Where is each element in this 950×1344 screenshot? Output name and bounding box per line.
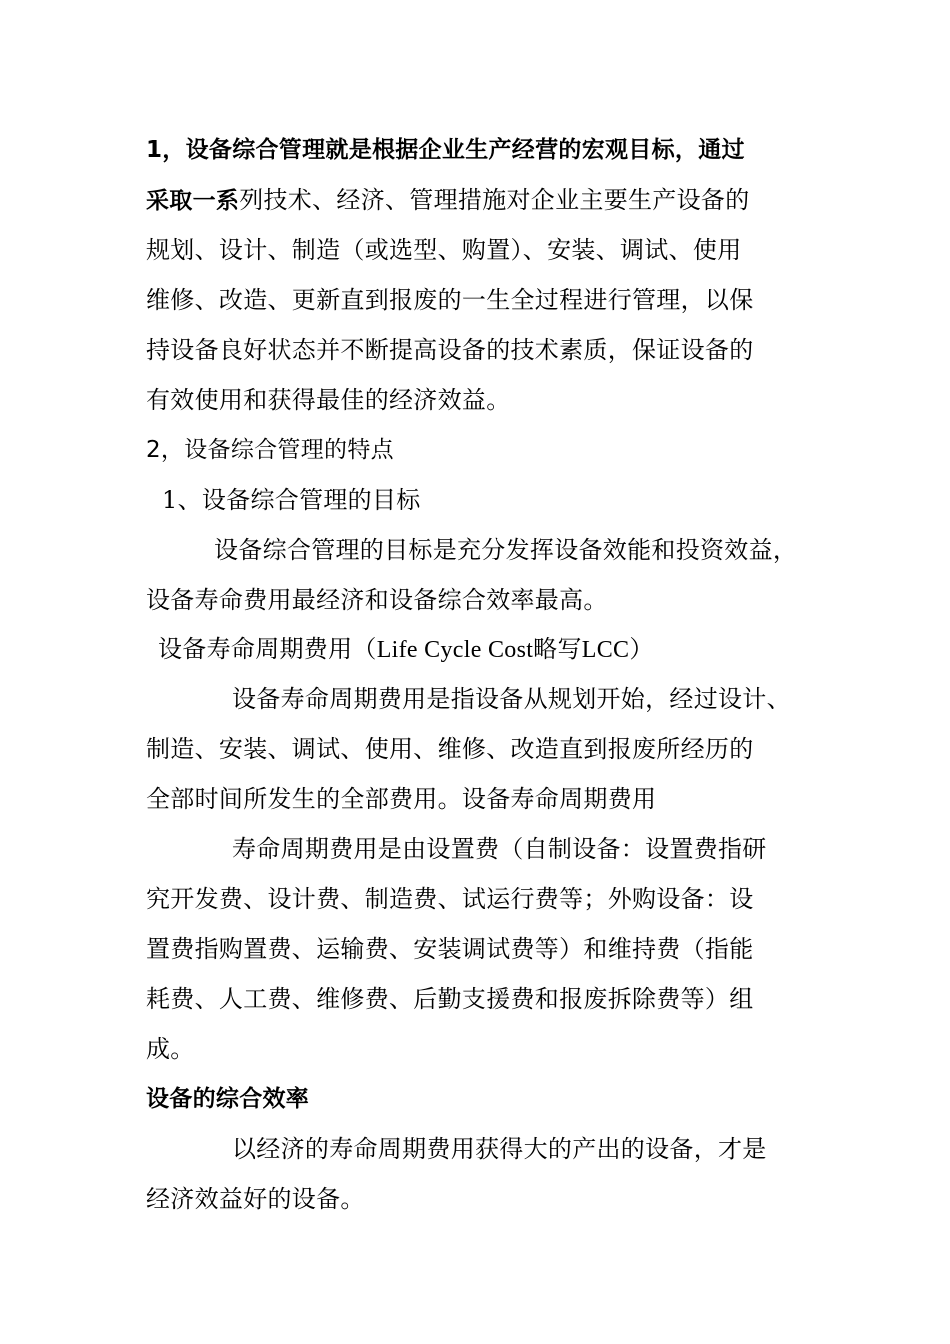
bold-phrase: 采取一系 [146, 188, 240, 214]
line-text: 列技术、经济、管理措施对企业主要生产设备的 [239, 186, 750, 214]
paragraph-line: 设备寿命费用最经济和设备综合效率最高。 [146, 586, 608, 614]
paragraph-line: 有效使用和获得最佳的经济效益。 [146, 386, 511, 414]
paragraph-line: 设备寿命周期费用是指设备从规划开始，经过设计、 [232, 685, 791, 713]
lcc-title-post: ） [629, 635, 654, 663]
lcc-title-latin: Life Cycle Cost [376, 637, 534, 663]
section-heading: 2，设备综合管理的特点 [146, 437, 394, 463]
paragraph-line: 维修、改造、更新直到报废的一生全过程进行管理，以保 [146, 286, 754, 314]
paragraph-line: 置费指购置费、运输费、安装调试费等）和维持费（指能 [146, 935, 754, 963]
paragraph-line: 规划、设计、制造（或选型、购置）、安装、调试、使用 [146, 236, 742, 264]
lcc-title-pre: 设备寿命周期费用（ [158, 635, 377, 663]
paragraph-line: 持设备良好状态并不断提高设备的技术素质，保证设备的 [146, 336, 754, 364]
paragraph-line: 寿命周期费用是由设置费（自制设备：设置费指研 [232, 835, 767, 863]
lcc-title-abbr: LCC [581, 637, 630, 663]
paragraph-line [146, 184, 750, 217]
paragraph-line: 全部时间所发生的全部费用。设备寿命周期费用 [146, 785, 657, 813]
paragraph-line: 经济效益好的设备。 [146, 1185, 365, 1213]
paragraph-line: 以经济的寿命周期费用获得大的产出的设备，才是 [232, 1135, 767, 1163]
paragraph-line: 1，设备综合管理就是根据企业生产经营的宏观目标，通过 [146, 137, 745, 163]
lcc-title [158, 633, 654, 666]
sub-heading: 1、设备综合管理的目标 [162, 486, 421, 514]
section-heading: 设备的综合效率 [146, 1086, 310, 1112]
paragraph-line: 究开发费、设计费、制造费、试运行费等；外购设备：设 [146, 885, 754, 913]
paragraph-line: 制造、安装、调试、使用、维修、改造直到报废所经历的 [146, 735, 754, 763]
paragraph-line: 设备综合管理的目标是充分发挥设备效能和投资效益， [214, 536, 798, 564]
lcc-title-mid: 略写 [533, 635, 582, 663]
paragraph-line: 耗费、人工费、维修费、后勤支援费和报废拆除费等）组 [146, 985, 754, 1013]
paragraph-line: 成。 [146, 1035, 195, 1063]
